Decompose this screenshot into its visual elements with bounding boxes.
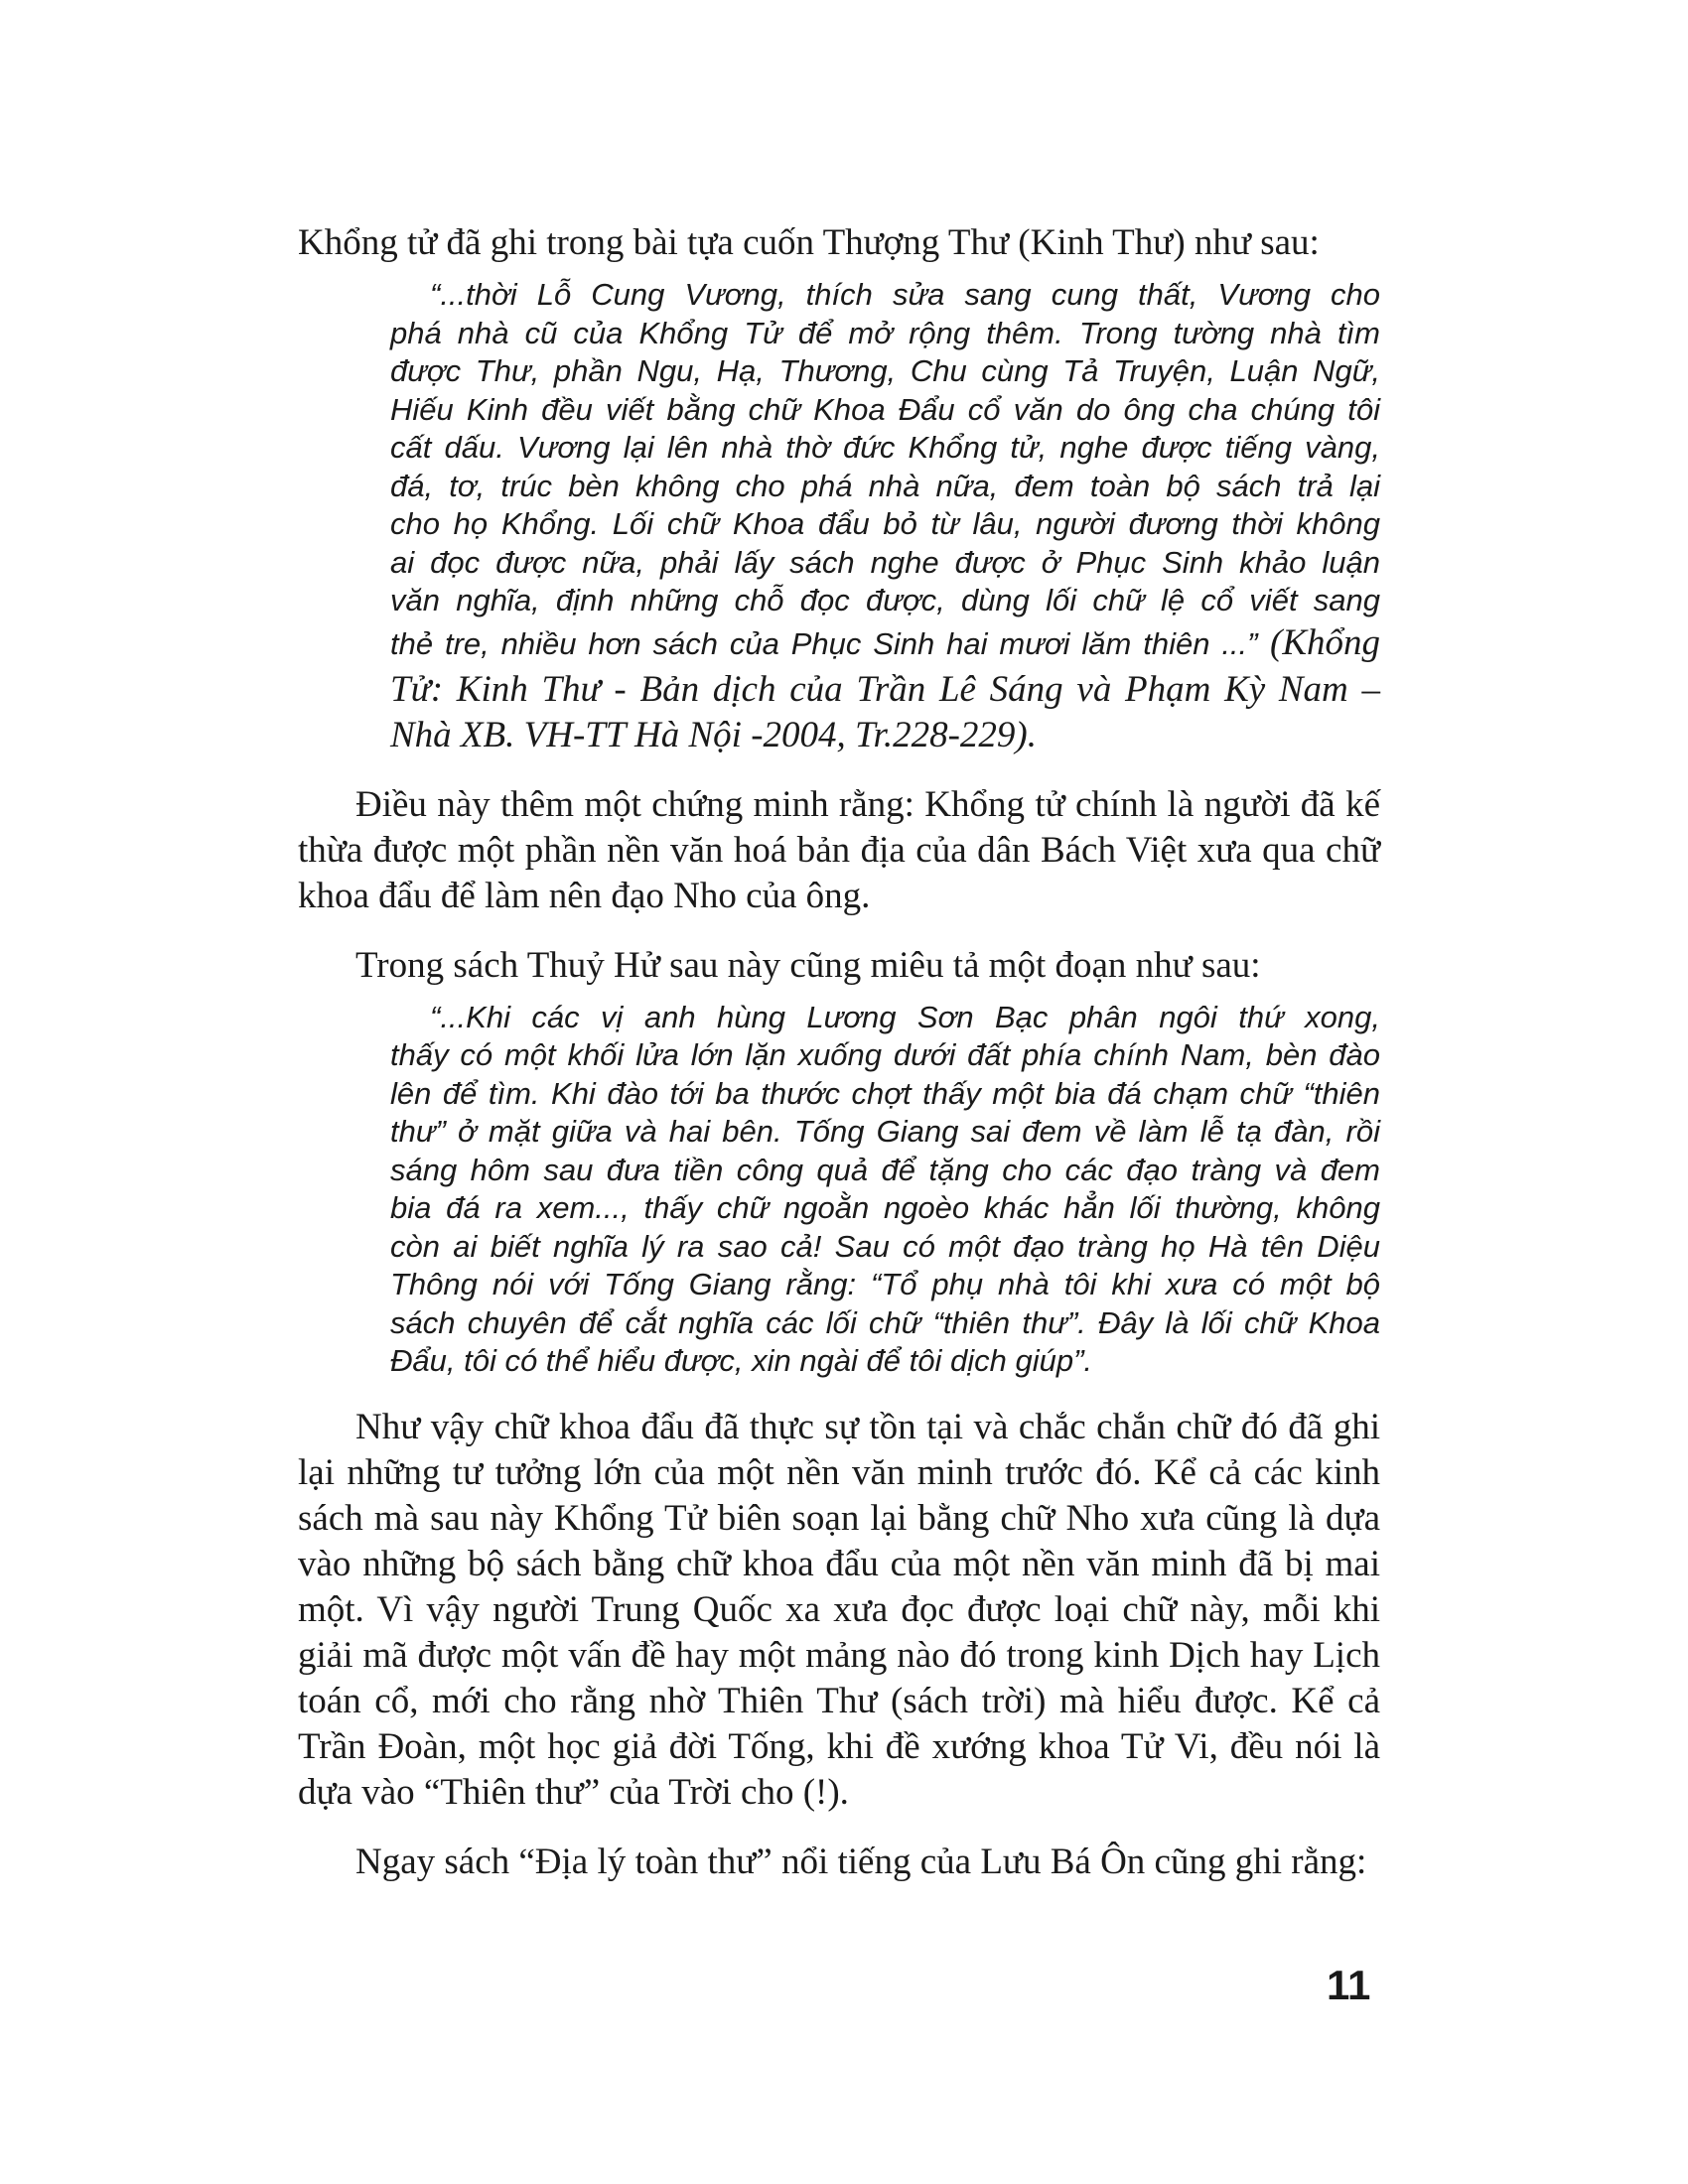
citation-start: (Khổng [1257, 621, 1381, 663]
quote-line: Hiếu Kinh đều viết bằng chữ Khoa Đẩu cổ văn do ông cha chúng tôi [390, 391, 1380, 427]
quote-line: còn ai biết nghĩa lý ra sao cả! Sau có một đạo tràng họ Hà tên Diệu [390, 1228, 1380, 1264]
quote-kinh-thu [298, 276, 1380, 758]
quote-thuy-hu [298, 999, 1380, 1381]
quote-line: phá nhà cũ của Khổng Tử để mở rộng thêm. Trong tường nhà tìm [390, 315, 1380, 350]
page-number: 11 [1327, 1962, 1371, 2008]
quote-line: sáng hôm sau đưa tiền công quả để tặng cho các đạo tràng và đem [390, 1152, 1380, 1187]
quote-line: được Thư, phần Ngu, Hạ, Thương, Chu cùng Tả Truyện, Luận Ngữ, [390, 353, 1380, 388]
citation-line: Tử: Kinh Thư - Bản dịch của Trần Lê Sáng và Phạm Kỳ Nam – [390, 668, 1380, 710]
quote-line: lên để tìm. Khi đào tới ba thước chợt thấy một bia đá chạm chữ “thiên [390, 1075, 1380, 1111]
quote-line: sách chuyên để cắt nghĩa các lối chữ “thiên thư”. Đây là lối chữ Khoa [390, 1304, 1380, 1340]
quote-line: thư” ở mặt giữa và hai bên. Tống Giang sai đem về làm lễ tạ đàn, rồi [390, 1114, 1380, 1149]
paragraph-intro: Khổng tử đã ghi trong bài tựa cuốn Thượng Thư (Kinh Thư) như sau: [298, 222, 1320, 263]
quote-line: văn nghĩa, định những chỗ đọc được, dùng lối chữ lệ cổ viết sang [390, 583, 1380, 617]
quote-line: cho họ Khổng. Lối chữ Khoa đẩu bỏ từ lâu, người đương thời không [390, 506, 1380, 541]
quote-line: đá, tơ, trúc bèn không cho phá nhà nữa, đem toàn bộ sách trả lại [390, 468, 1380, 503]
quote-line: “...thời Lỗ Cung Vương, thích sửa sang cung thất, Vương cho [430, 277, 1380, 312]
quote-line: bia đá ra xem..., thấy chữ ngoằn ngoèo khác hẳn lối thường, không [390, 1190, 1380, 1225]
quote-line: “...Khi các vị anh hùng Lương Sơn Bạc phân ngôi thứ xong, [430, 999, 1380, 1034]
quote-line: cất dấu. Vương lại lên nhà thờ đức Khổng tử, nghe được tiếng vàng, [390, 430, 1380, 465]
paragraph-khoa-dau: Như vậy chữ khoa đẩu đã thực sự tồn tại và chắc chắn chữ đó đã ghi lại những tư tưởng lớn của một nền văn minh trước đó. Kể cả các kinh sách mà sau này Khổng Tử biên soạn lại bằng chữ Nho xưa cũng là dựa vào những bộ sách bằng chữ khoa đẩu của một nền văn minh đã bị mai một. Vì vậy người Trung Quốc xa xưa đọc được loại chữ này, mỗi khi giải mã được một vấn đề hay một mảng nào đó trong kinh Dịch hay Lịch toán cổ, mới cho rằng nhờ Thiên Thư (sách trời) mà hiểu được. Kể cả Trần Đoàn, một học giả đời Tống, khi đề xướng khoa Tử Vi, đều nói là dựa vào “Thiên thư” của Trời cho (!). [298, 1406, 1380, 1813]
quote-line: thấy có một khối lửa lớn lặn xuống dưới đất phía chính Nam, bèn đào [390, 1037, 1380, 1072]
paragraph-khong-tu: Điều này thêm một chứng minh rằng: Khổng tử chính là người đã kế thừa được một phần nền văn hoá bản địa của dân Bách Việt xưa qua chữ khoa đẩu để làm nên đạo Nho của ông. [298, 783, 1380, 916]
paragraph-thuy-hu-intro: Trong sách Thuỷ Hử sau này cũng miêu tả một đoạn như sau: [355, 944, 1261, 986]
paragraph-dia-ly: Ngay sách “Địa lý toàn thư” nổi tiếng của Lưu Bá Ôn cũng ghi rằng: [355, 1841, 1367, 1882]
quote-line: thẻ tre, nhiều hơn sách của Phục Sinh hai mươi lăm thiên ...” [390, 625, 1258, 661]
quote-line: Đẩu, tôi có thể hiểu được, xin ngài để tôi dịch giúp”. [390, 1343, 1093, 1378]
citation-line: Nhà XB. VH-TT Hà Nội -2004, Tr.228-229). [390, 714, 1037, 755]
quote-line-with-citation [390, 620, 1380, 667]
quote-line: ai đọc được nữa, phải lấy sách nghe được ở Phục Sinh khảo luận [390, 544, 1380, 580]
page-body [298, 220, 1380, 1885]
quote-line: Thông nói với Tống Giang rằng: “Tổ phụ nhà tôi khi xưa có một bộ [390, 1267, 1380, 1301]
